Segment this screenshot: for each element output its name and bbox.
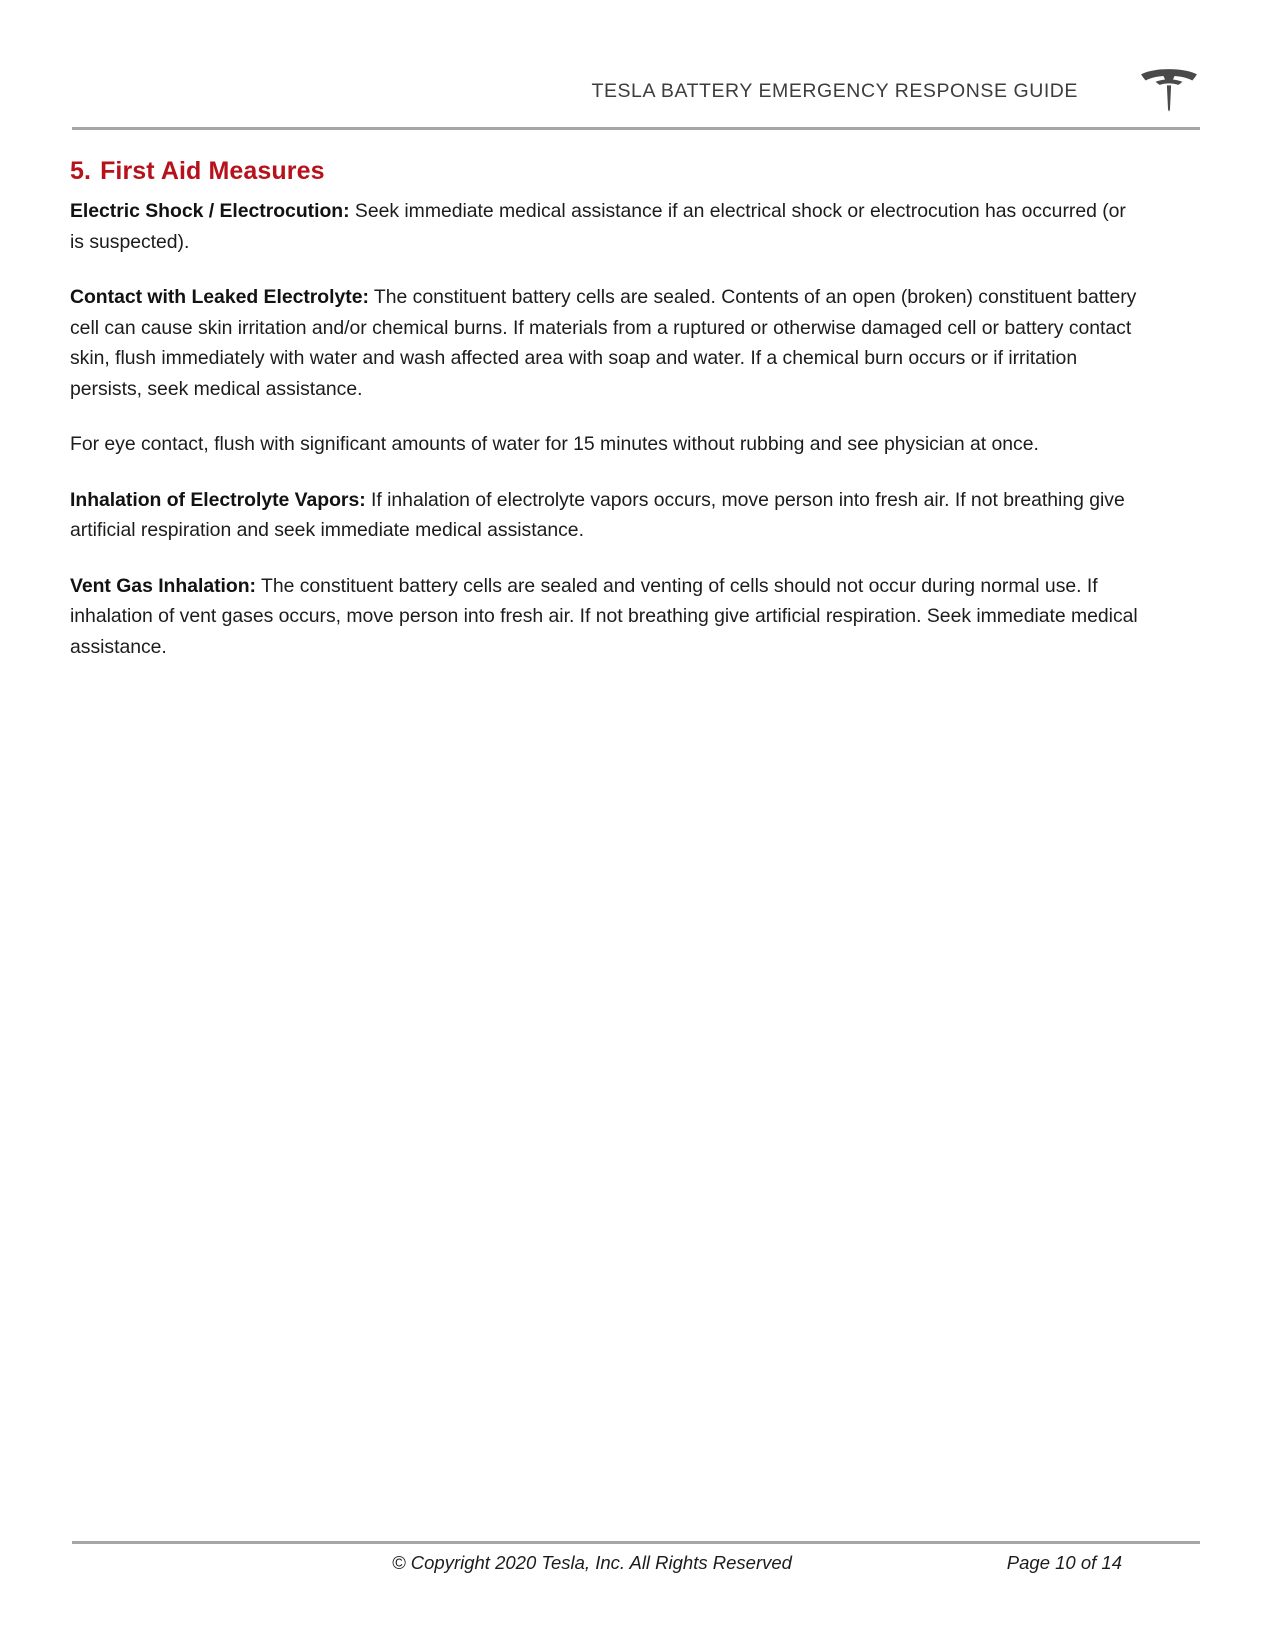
paragraph-lead: Vent Gas Inhalation:: [70, 574, 256, 597]
paragraph-lead: Inhalation of Electrolyte Vapors:: [70, 488, 366, 511]
copyright-notice: © Copyright 2020 Tesla, Inc. All Rights Reserved: [392, 1552, 792, 1573]
paragraph-body: The constituent battery cells are sealed. Contents of an open (broken) constituent battery cell can cause skin irritation and/or chemical burns. If materials from a ruptured or otherwise damaged cell or battery contact skin, flush immediately with water and wash affected area with soap and water. If a chemical burn occurs or if irritation persists, seek medical assistance.: [70, 286, 1137, 400]
paragraph-lead: Electric Shock / Electrocution:: [70, 200, 350, 222]
tesla-t-logo: [1138, 58, 1200, 120]
header-title: TESLA BATTERY EMERGENCY RESPONSE GUIDE: [591, 80, 1078, 102]
paragraph-body: For eye contact, flush with significant amounts of water for 15 minutes without rubbing and see physician at once.: [70, 433, 1039, 455]
paragraph-body: The constituent battery cells are sealed and venting of cells should not occur during normal use. If inhalation of vent gases occurs, move person into fresh air. If not breathing give artificial respiration. Seek immediate medical assistance.: [70, 574, 1138, 658]
paragraph-eye-contact: [70, 429, 1138, 460]
paragraph-inhalation-vapors: [70, 485, 1138, 546]
paragraph-leaked-electrolyte: [70, 282, 1138, 404]
page-title: [70, 156, 1138, 186]
paragraph-body: If inhalation of electrolyte vapors occurs, move person into fresh air. If not breathing give artificial respiration and seek immediate medical assistance.: [70, 488, 1125, 541]
paragraph-electric-shock: [70, 196, 1138, 257]
paragraph-lead: Contact with Leaked Electrolyte:: [70, 286, 369, 308]
page-content: [70, 156, 1138, 662]
paragraph-vent-gas-inhalation: [70, 571, 1138, 663]
section-title-text: First Aid Measures: [100, 157, 325, 185]
page-footer: [72, 1552, 1200, 1586]
header-divider: [72, 127, 1200, 130]
paragraph-body: Seek immediate medical assistance if an electrical shock or electrocution has occurred (or is suspected).: [70, 200, 1126, 253]
page-header: [72, 58, 1200, 120]
footer-divider: [72, 1541, 1200, 1544]
section-number: 5.: [70, 157, 92, 185]
page-number: Page 10 of 14: [1006, 1552, 1122, 1573]
